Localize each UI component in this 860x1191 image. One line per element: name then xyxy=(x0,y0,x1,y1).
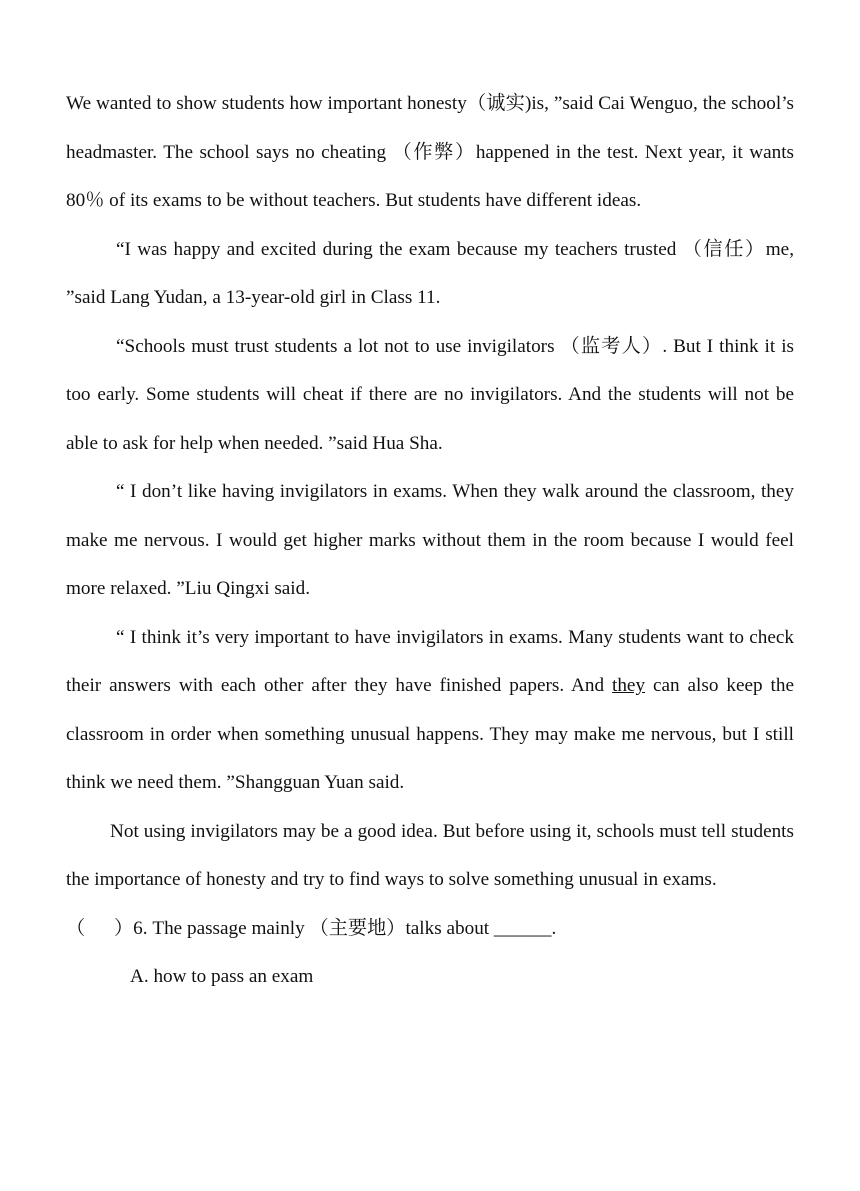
paragraph-6: Not using invigilators may be a good idea. But before using it, schools must tell students the importance of honesty and try to find ways to solve something unusual in exams. xyxy=(66,820,794,890)
paragraph-3: “Schools must trust students a lot not to use invigilators （监考人）. But I think it is too early. Some students will cheat if there are no invigilators. And the students will not be able to ask for help when needed. ”said Hua Sha. xyxy=(66,335,794,454)
document-page xyxy=(66,80,794,1002)
underlined-word: they xyxy=(612,675,646,696)
paragraph-2: “I was happy and excited during the exam because my teachers trusted （信任）me, ”said Lang Yudan, a 13-year-old girl in Class 11. xyxy=(66,238,794,308)
paragraph-4: “ I don’t like having invigilators in exams. When they walk around the classroom, they make me nervous. I would get higher marks without them in the room because I would feel more relaxed. ”Liu Qingxi said. xyxy=(66,481,794,599)
paragraph-5-text-start: “ I think it’s very important to have invigilators in exams. Many students want to check their answers with each other after they have finished papers. And xyxy=(66,626,794,696)
question-6: （ ）6. The passage mainly （主要地）talks about ______. xyxy=(66,917,557,939)
paragraph-5 xyxy=(66,614,794,808)
question-6-option-a: A. how to pass an exam xyxy=(130,966,314,987)
paragraph-5-text-end: can also keep the classroom in order when something unusual happens. They may make me nervous, but I still think we need them. ”Shangguan Yuan said. xyxy=(66,675,794,793)
paragraph-1: We wanted to show students how important honesty（诚实)is, ”said Cai Wenguo, the school’s headmaster. The school says no cheating （作弊）happened in the test. Next year, it wants 80％ of its exams to be without teachers. But students have different ideas. xyxy=(66,93,794,211)
